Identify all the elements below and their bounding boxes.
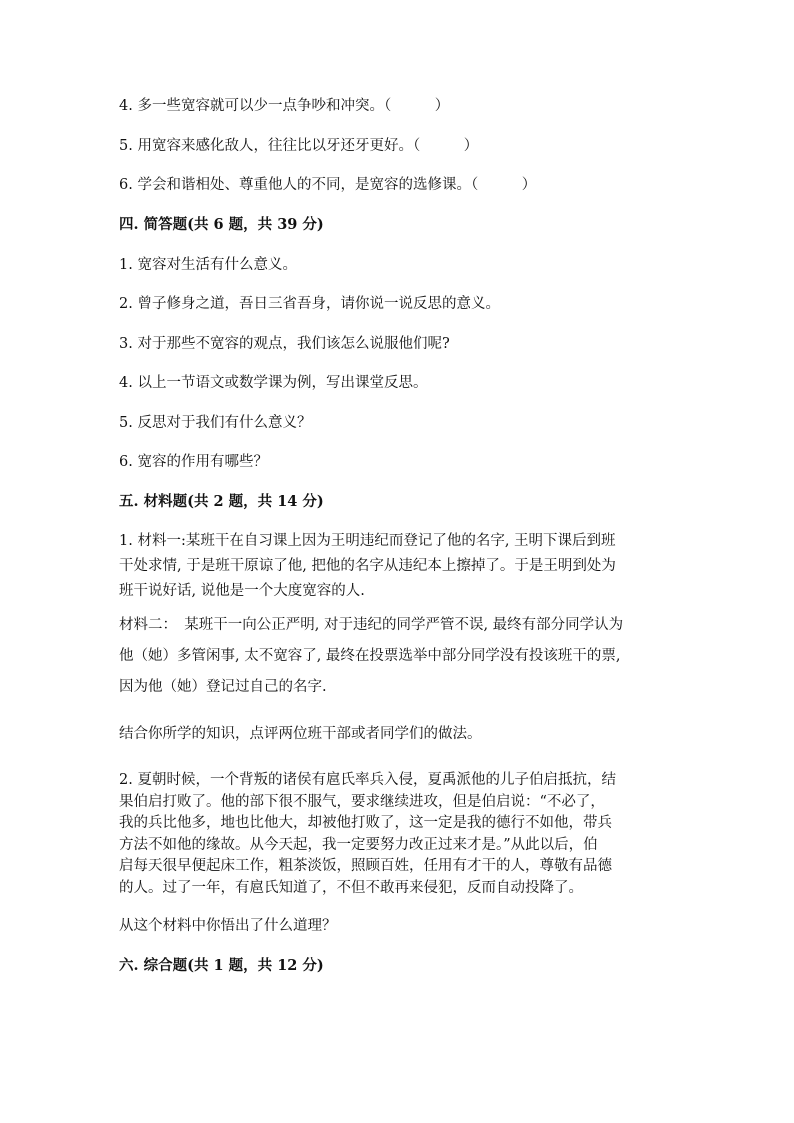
material-question-2-line: 的人。过了一年，有扈氏知道了，不但不敢再来侵犯，反而自动投降了。	[119, 879, 583, 896]
material-2-line: 他（她）多管闲事, 太不宽容了, 最终在投票选举中部分同学没有投该班干的票,	[119, 648, 621, 664]
material-question-1-prompt: 结合你所学的知识，点评两位班干部或者同学们的做法。	[119, 726, 482, 742]
material-2	[119, 610, 679, 703]
section-5-heading: 五. 材料题(共 2 题，共 14 分)	[119, 493, 324, 510]
material-question-2	[119, 770, 679, 899]
material-question-2-line: 我的兵比他多，地也比他大，却被他打败了，这一定是我的德行不如他，带兵	[119, 815, 612, 831]
short-answer-question-2: 2. 曾子修身之道，吾日三省吾身，请你说一说反思的意义。	[119, 296, 500, 312]
material-question-2-prompt: 从这个材料中你悟出了什么道理？	[119, 918, 337, 934]
material-question-1	[119, 529, 679, 604]
short-answer-question-1: 1. 宽容对生活有什么意义。	[119, 257, 297, 273]
short-answer-question-5: 5. 反思对于我们有什么意义？	[119, 415, 312, 431]
short-answer-question-6: 6. 宽容的作用有哪些？	[119, 454, 268, 470]
short-answer-question-4: 4. 以上一节语文或数学课为例，写出课堂反思。	[119, 375, 428, 391]
material-1-line: 干处求情, 于是班干原谅了他, 把他的名字从违纪本上擦掉了。于是王明到处为	[119, 558, 616, 574]
material-question-2-line: 启每天很早便起床工作，粗茶淡饭，照顾百姓，任用有才干的人，尊敬有品德	[119, 858, 612, 874]
material-question-2-line: 2. 夏朝时候，一个背叛的诸侯有扈氏率兵入侵，夏禹派他的儿子伯启抵抗，结	[119, 772, 616, 788]
material-1-line: 班干说好话, 说他是一个大度宽容的人.	[119, 583, 365, 599]
material-question-2-line: 果伯启打败了。他的部下很不服气，要求继续进攻，但是伯启说：“不必了，	[119, 793, 605, 810]
section-6-heading: 六. 综合题(共 1 题，共 12 分)	[119, 957, 324, 974]
material-question-2-line: 方法不如他的缘故。从今天起，我一定要努力改正过来才是。”从此以后，伯	[119, 836, 598, 853]
short-answer-question-3: 3. 对于那些不宽容的观点，我们该怎么说服他们呢?	[119, 336, 450, 352]
material-2-line: 因为他（她）登记过自己的名字.	[119, 679, 327, 695]
section-4-heading: 四. 简答题(共 6 题，共 39 分)	[119, 216, 324, 233]
judgement-item-6: 6. 学会和谐相处、尊重他人的不同，是宽容的选修课。（ ）	[119, 177, 537, 193]
material-2-line: 材料二： 某班干一向公正严明, 对于违纪的同学严管不误, 最终有部分同学认为	[119, 617, 624, 633]
material-1-line: 1. 材料一:某班干在自习课上因为王明违纪而登记了他的名字, 王明下课后到班	[119, 533, 616, 549]
judgement-item-5: 5. 用宽容来感化敌人，往往比以牙还牙更好。（ ）	[119, 138, 479, 154]
judgement-item-4: 4. 多一些宽容就可以少一点争吵和冲突。（ ）	[119, 98, 450, 114]
